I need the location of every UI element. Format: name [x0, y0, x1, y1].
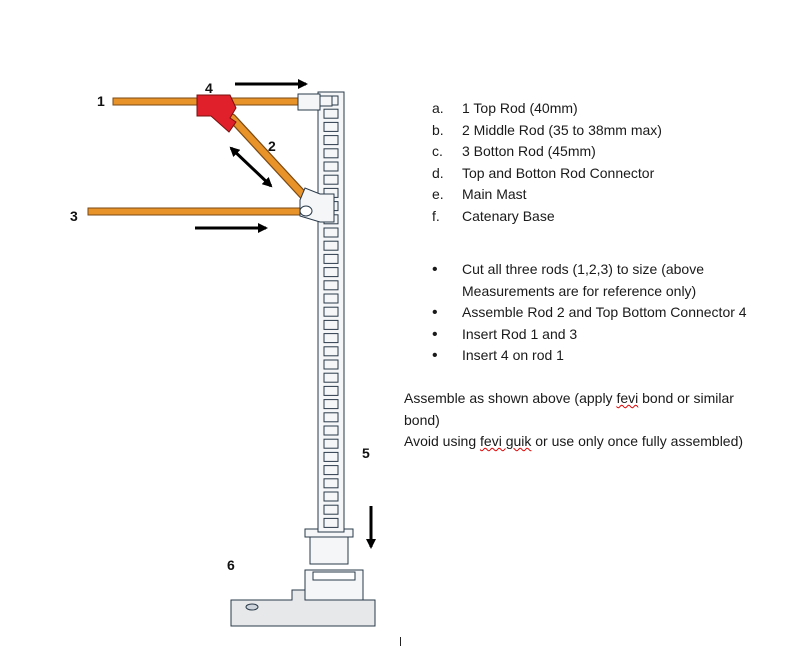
list-item: f. Catenary Base — [432, 207, 555, 224]
list-item: e. Main Mast — [432, 186, 527, 202]
callout-6: 6 — [227, 557, 235, 573]
step-item: • Assemble Rod 2 and Top Bottom Connector 4 — [432, 302, 782, 324]
list-item: d. Top and Botton Rod Connector — [432, 164, 655, 181]
callout-5: 5 — [362, 445, 370, 461]
callout-1: 1 — [97, 93, 105, 109]
note-line-1: Assemble as shown above (apply fevi bond or similar bond) — [404, 390, 734, 428]
parts-list — [432, 98, 662, 227]
bullet-icon: • — [432, 325, 438, 343]
list-item: a. 1 Top Rod (40mm) — [432, 100, 578, 116]
bullet-icon: • — [432, 261, 438, 278]
list-item: b. 2 Middle Rod (35 to 38mm max) — [432, 121, 662, 138]
text-cursor — [400, 637, 401, 646]
assembly-note — [404, 388, 764, 453]
callout-4: 4 — [205, 80, 213, 96]
connector-4 — [197, 95, 236, 132]
step-item: • Insert Rod 1 and 3 — [432, 324, 782, 346]
step-item: • Insert 4 on rod 1 — [432, 345, 782, 367]
note-line-2: Avoid using fevi guik or use only once fully assembled) — [404, 433, 744, 449]
rod-3 — [88, 208, 302, 215]
assembly-steps — [432, 259, 782, 367]
step-item: • Cut all three rods (1,2,3) to size (above Measurements are for reference only) — [432, 259, 782, 302]
catenary-base — [231, 570, 375, 626]
callout-2: 2 — [268, 138, 276, 154]
callout-3: 3 — [70, 208, 78, 224]
bullet-icon: • — [432, 304, 438, 321]
bullet-icon: • — [432, 347, 438, 364]
main-mast — [305, 92, 353, 564]
list-item: c. 3 Botton Rod (45mm) — [432, 143, 596, 159]
